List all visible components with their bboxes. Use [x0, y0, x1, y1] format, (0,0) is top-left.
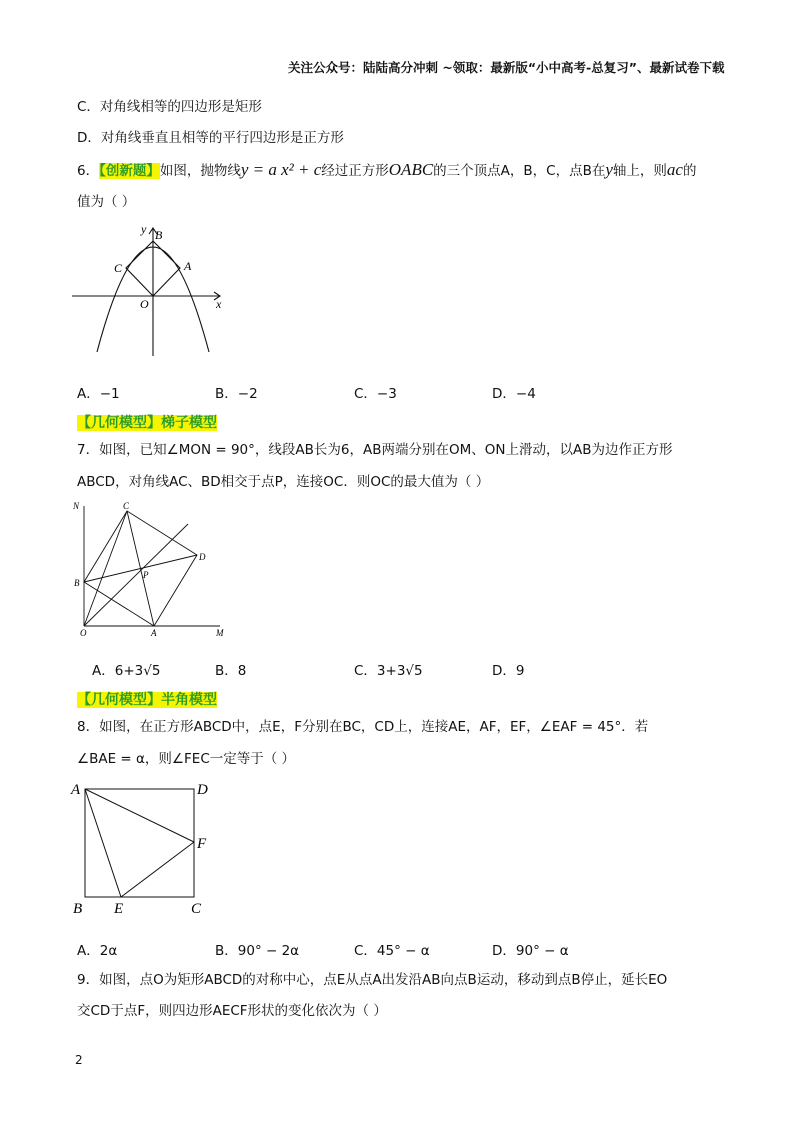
label-p: P	[143, 570, 149, 580]
section-ladder-model	[77, 412, 217, 432]
q6-text: 经过正方形	[321, 163, 389, 179]
label-d: D	[199, 552, 206, 562]
q6-stem-line2: 值为（ ）	[77, 194, 136, 210]
label-a: A	[184, 259, 192, 273]
q7-stem-line2: ABCD，对角线AC、BD相交于点P，连接OC．则OC的最大值为（ ）	[77, 474, 490, 490]
q7-stem-line1: 7．如图，已知∠MON = 90°，线段AB长为6，AB两端分别在OM、ON上滑动，以AB为边作正方形	[77, 442, 673, 458]
q6-text: 的	[682, 163, 697, 179]
label-b: B	[74, 578, 80, 588]
q7-option-b: B．8	[215, 663, 247, 679]
q5-option-c: C．对角线相等的四边形是矩形	[77, 99, 262, 115]
q6-text: 在	[591, 163, 606, 179]
segment-op-extended	[84, 524, 188, 626]
page-header: 关注公众号：陆陆高分冲刺 ~领取：最新版“小中高考-总复习”、最新试卷下载	[288, 60, 725, 75]
section-half-angle-model	[77, 689, 217, 709]
q7-option-a: A．6+3√5	[92, 663, 161, 679]
label-c: C	[191, 901, 202, 917]
q6-stem-line1	[77, 160, 696, 181]
q6-text: 的三个顶点	[433, 163, 501, 179]
q8-option-a: A．2α	[77, 943, 118, 959]
q8-stem-line2: ∠BAE = α，则∠FEC一定等于（ ）	[77, 751, 296, 767]
q7-option-c: C．3+3√5	[354, 663, 423, 679]
segment-ae	[85, 789, 121, 897]
q6-parabola-figure	[66, 222, 236, 362]
label-c: C	[114, 261, 123, 275]
q9-stem-line1: 9．如图，点O为矩形ABCD的对称中心，点E从点A出发沿AB向点B运动，移动到点B停止，延长EO	[77, 972, 668, 988]
q6-option-a: A．−1	[77, 386, 120, 402]
q6-formula: y = a x² + c	[240, 160, 322, 179]
q6-number: 6．	[77, 163, 100, 179]
q8-option-d: D．90° − α	[492, 943, 569, 959]
segment-oc	[84, 511, 127, 626]
label-e: E	[114, 901, 124, 917]
q6-tag-innovation: 【创新题】	[99, 163, 160, 179]
label-n: N	[73, 501, 80, 511]
q8-stem-line1: 8．如图，在正方形ABCD中，点E，F分别在BC，CD上，连接AE，AF，EF，∠EAF = 45°．若	[77, 719, 649, 735]
section-title: 【几何模型】梯子模型	[77, 415, 217, 431]
q6-text: 如图，抛物线	[159, 163, 241, 179]
label-d: D	[197, 782, 208, 798]
label-x: x	[216, 297, 222, 311]
q7-ladder-figure	[70, 498, 235, 638]
label-o: O	[140, 297, 149, 311]
q6-var: ac	[666, 160, 683, 179]
page-number: 2	[75, 1053, 83, 1067]
q6-text: B	[582, 163, 592, 179]
q7-option-d: D．9	[492, 663, 525, 679]
label-m: M	[216, 628, 224, 638]
q8-option-b: B．90° − 2α	[215, 943, 300, 959]
label-b: B	[155, 228, 163, 242]
q6-option-c: C．−3	[354, 386, 397, 402]
q6-text: 轴上，则	[612, 163, 667, 179]
section-title: 【几何模型】半角模型	[77, 692, 217, 708]
q6-option-d: D．−4	[492, 386, 536, 402]
q6-option-b: B．−2	[215, 386, 258, 402]
segment-ef	[121, 842, 194, 897]
label-o: O	[80, 628, 87, 638]
q8-option-c: C．45° − α	[354, 943, 430, 959]
square-abcd	[85, 789, 194, 897]
label-y: y	[141, 222, 147, 236]
q6-square-name: OABC	[388, 160, 434, 179]
label-a: A	[71, 782, 81, 798]
label-f: F	[197, 836, 207, 852]
diagonal-bd	[84, 555, 197, 582]
q6-var: y	[605, 160, 613, 179]
q6-text: A，B，C，点	[500, 163, 583, 179]
label-a: A	[151, 628, 157, 638]
segment-af	[85, 789, 194, 842]
label-b: B	[73, 901, 83, 917]
q9-stem-line2: 交CD于点F，则四边形AECF形状的变化依次为（ ）	[77, 1003, 387, 1019]
label-c: C	[123, 501, 130, 511]
q5-option-d: D．对角线垂直且相等的平行四边形是正方形	[77, 130, 344, 146]
q8-half-angle-figure	[68, 778, 218, 918]
